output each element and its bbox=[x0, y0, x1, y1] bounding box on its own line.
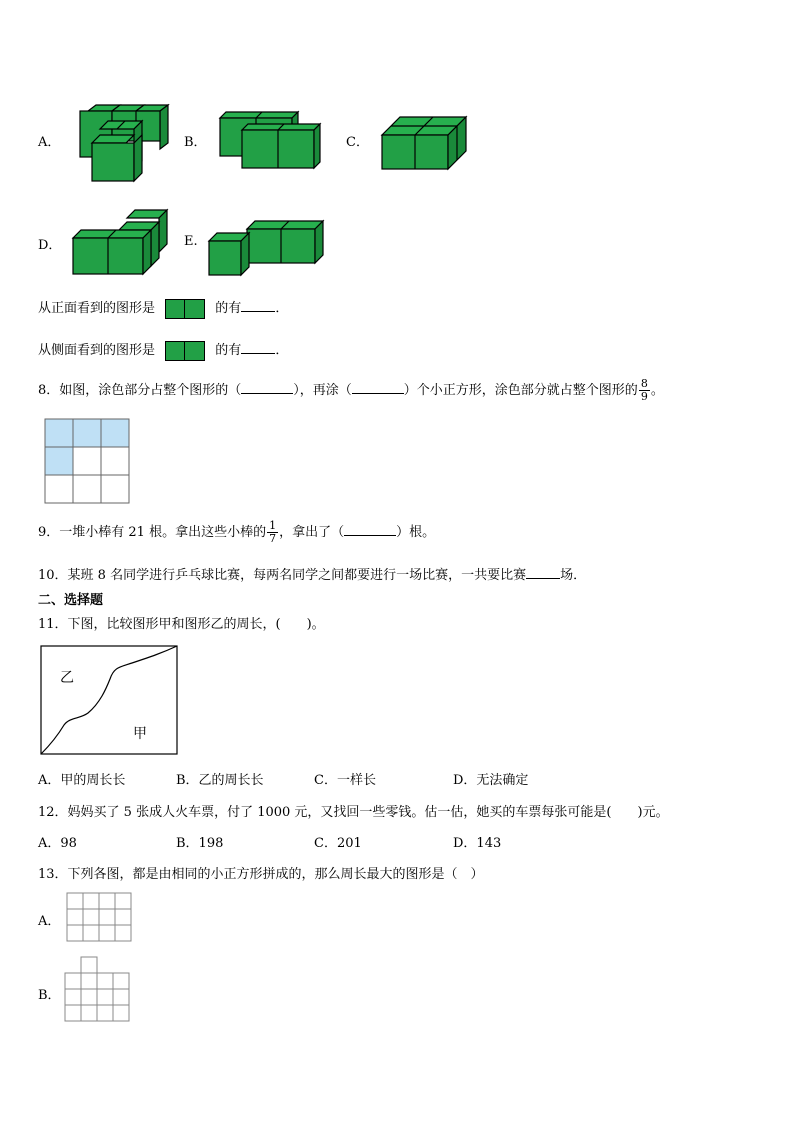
q7-side-view-line: 从侧面看到的图形是 的有 ． bbox=[38, 339, 288, 361]
option-a-label: A． bbox=[38, 135, 61, 150]
perimeter-compare-figure bbox=[40, 645, 180, 757]
cube-figure-c bbox=[380, 113, 470, 171]
q12-option-d[interactable]: D．143 bbox=[453, 836, 502, 851]
label-jia: 甲 bbox=[133, 726, 147, 742]
answer-blank[interactable] bbox=[526, 577, 560, 579]
fraction-1-7: $\frac{1}{7}$ bbox=[269, 519, 277, 545]
answer-blank[interactable] bbox=[344, 534, 396, 536]
q12-option-c[interactable]: C．201 bbox=[314, 836, 362, 851]
grid-cell bbox=[73, 447, 101, 475]
q11-option-a[interactable]: A．甲的周长长 bbox=[38, 773, 126, 788]
cube-figure-d bbox=[71, 208, 171, 276]
shaded-cell bbox=[101, 419, 129, 447]
q7-front-post: 的有 bbox=[215, 301, 242, 316]
cube-figure-a bbox=[78, 103, 173, 183]
option-d-label: D． bbox=[38, 238, 62, 253]
section-title: 二、选择题 bbox=[38, 593, 104, 608]
two-square-icon bbox=[165, 341, 205, 361]
q11-question: 11．下图，比较图形甲和图形乙的周长，( )。 bbox=[38, 617, 325, 632]
answer-blank[interactable] bbox=[241, 392, 293, 394]
two-square-icon bbox=[165, 299, 205, 319]
square-figure-b bbox=[64, 956, 134, 1026]
q11-option-d[interactable]: D．无法确定 bbox=[453, 773, 529, 788]
q11-option-b[interactable]: B．乙的周长长 bbox=[176, 773, 264, 788]
shaded-grid-figure bbox=[44, 418, 132, 506]
option-c-label: C． bbox=[346, 135, 369, 150]
q13-option-b-label: B． bbox=[38, 988, 61, 1003]
q7-front-pre: 从正面看到的图形是 bbox=[38, 301, 156, 316]
option-b-label: B． bbox=[184, 135, 207, 150]
shaded-cell bbox=[73, 419, 101, 447]
cube-figure-e bbox=[207, 219, 327, 277]
answer-blank[interactable] bbox=[241, 310, 275, 312]
cube-figure-b bbox=[218, 110, 323, 170]
fraction-8-9: $\frac{8}{9}$ bbox=[640, 377, 648, 403]
q9-question: 9．一堆小棒有 21 根。拿出这些小棒的 $\frac{1}{7}$ ，拿出了（ ）根。 bbox=[38, 519, 436, 545]
q12-option-b[interactable]: B．198 bbox=[176, 836, 224, 851]
q8-question: 8．如图，涂色部分占整个图形的（ ），再涂（ ）个小正方形，涂色部分就占整个图形的 $\frac{8}{9}$ 。 bbox=[38, 377, 664, 403]
q12-option-a[interactable]: A．98 bbox=[38, 836, 77, 851]
q13-question: 13．下列各图，都是由相同的小正方形拼成的，那么周长最大的图形是（ ） bbox=[38, 867, 484, 882]
grid-cell bbox=[101, 475, 129, 503]
grid-cell bbox=[45, 475, 73, 503]
q13-option-a-label: A． bbox=[38, 914, 61, 929]
label-yi: 乙 bbox=[60, 670, 74, 686]
option-e-label: E. bbox=[184, 234, 198, 249]
answer-blank[interactable] bbox=[241, 352, 275, 354]
grid-cell bbox=[101, 447, 129, 475]
shaded-cell bbox=[45, 419, 73, 447]
q11-option-c[interactable]: C．一样长 bbox=[314, 773, 376, 788]
square-figure-a bbox=[66, 892, 134, 944]
shaded-cell bbox=[45, 447, 73, 475]
q7-side-pre: 从侧面看到的图形是 bbox=[38, 343, 156, 358]
q7-side-post: 的有 bbox=[215, 343, 242, 358]
q7-front-view-line: 从正面看到的图形是 的有 ． bbox=[38, 297, 288, 319]
grid-cell bbox=[73, 475, 101, 503]
q10-question: 10．某班 8 名同学进行乒乓球比赛，每两名同学之间都要进行一场比赛，一共要比赛 场． bbox=[38, 568, 587, 583]
answer-blank[interactable] bbox=[352, 392, 404, 394]
q12-question: 12．妈妈买了 5 张成人火车票，付了 1000 元，又找回一些零钱。估一估，她买的车票每张可能是( )元。 bbox=[38, 805, 669, 820]
